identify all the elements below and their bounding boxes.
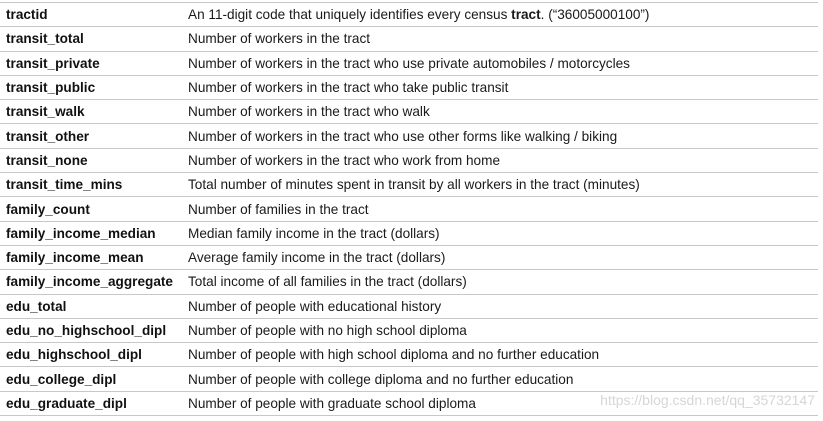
field-description: Number of people with no high school diploma	[182, 318, 818, 342]
field-description: Number of workers in the tract who work from home	[182, 148, 818, 172]
field-description: Average family income in the tract (dollars)	[182, 245, 818, 269]
table-row	[0, 270, 818, 294]
field-name: edu_graduate_dipl	[0, 391, 182, 415]
field-description: Number of workers in the tract	[182, 27, 818, 51]
description-text: . (“36005000100”)	[540, 7, 650, 23]
field-description: Number of workers in the tract who use private automobiles / motorcycles	[182, 51, 818, 75]
field-name: transit_other	[0, 124, 182, 148]
table-row	[0, 343, 818, 367]
field-name: transit_none	[0, 148, 182, 172]
field-name: family_income_aggregate	[0, 270, 182, 294]
field-name: edu_no_highschool_dipl	[0, 318, 182, 342]
field-name: transit_time_mins	[0, 173, 182, 197]
field-description: Number of people with graduate school diploma	[182, 391, 818, 415]
field-description	[182, 3, 818, 27]
table-row	[0, 124, 818, 148]
table-row	[0, 197, 818, 221]
field-description: Number of families in the tract	[182, 197, 818, 221]
field-description: Number of workers in the tract who take public transit	[182, 75, 818, 99]
field-name: transit_total	[0, 27, 182, 51]
table-row	[0, 367, 818, 391]
table-row	[0, 100, 818, 124]
field-name: edu_total	[0, 294, 182, 318]
table-row	[0, 75, 818, 99]
field-description: Number of people with educational history	[182, 294, 818, 318]
field-description: Number of workers in the tract who walk	[182, 100, 818, 124]
field-description-table	[0, 2, 818, 416]
watermark-text: https://blog.csdn.net/qq_35732147	[600, 392, 815, 408]
field-name: edu_college_dipl	[0, 367, 182, 391]
field-description: Number of people with high school diploma and no further education	[182, 343, 818, 367]
description-emphasis: tract	[511, 7, 541, 23]
field-description: Total number of minutes spent in transit by all workers in the tract (minutes)	[182, 173, 818, 197]
field-name: transit_public	[0, 75, 182, 99]
field-description: Median family income in the tract (dollars)	[182, 221, 818, 245]
field-name: edu_highschool_dipl	[0, 343, 182, 367]
field-name: tractid	[0, 3, 182, 27]
field-description: Number of people with college diploma and no further education	[182, 367, 818, 391]
field-name: transit_private	[0, 51, 182, 75]
table-row	[0, 245, 818, 269]
table-row	[0, 51, 818, 75]
table-row	[0, 391, 818, 415]
description-text: An 11-digit code that uniquely identifies every census	[188, 7, 512, 23]
field-name: family_count	[0, 197, 182, 221]
field-description: Number of workers in the tract who use other forms like walking / biking	[182, 124, 818, 148]
field-name: family_income_median	[0, 221, 182, 245]
field-name: transit_walk	[0, 100, 182, 124]
table-row	[0, 221, 818, 245]
table-row	[0, 3, 818, 27]
field-description: Total income of all families in the tract (dollars)	[182, 270, 818, 294]
table-row	[0, 27, 818, 51]
table-row	[0, 294, 818, 318]
table-row	[0, 173, 818, 197]
table-row	[0, 148, 818, 172]
field-name: family_income_mean	[0, 245, 182, 269]
table-row	[0, 318, 818, 342]
